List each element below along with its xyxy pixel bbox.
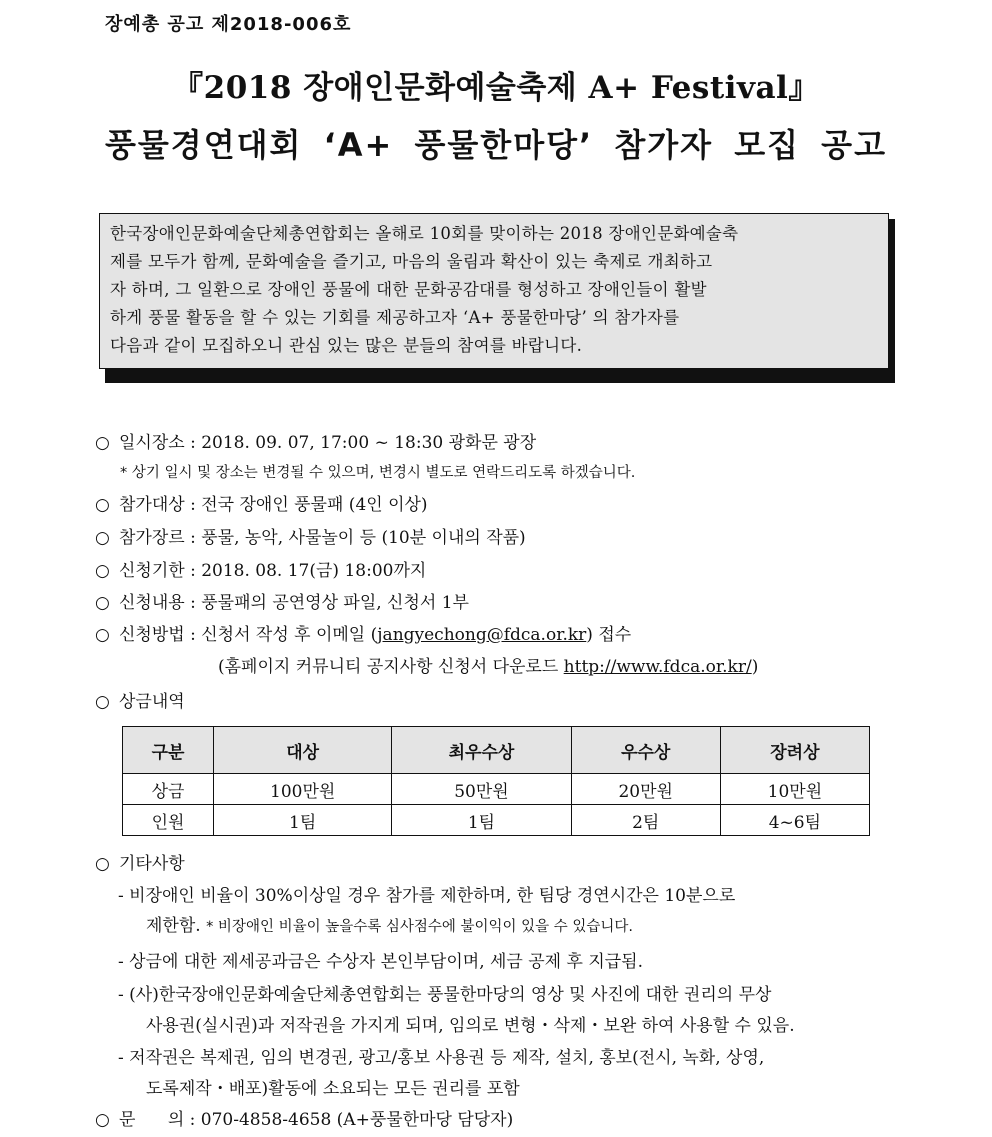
intro-box xyxy=(99,213,889,369)
content-text: 신청내용 : 풍물패의 공연영상 파일, 신청서 1부 xyxy=(119,593,469,613)
prize-heading: 상금내역 xyxy=(119,692,185,712)
intro-line: 한국장애인문화예술단체총연합회는 올해로 10회를 맞이하는 2018 장애인문화예술축 xyxy=(110,224,739,243)
section-prize xyxy=(95,690,185,714)
table-cell: 20만원 xyxy=(571,774,720,805)
table-cell: 2팀 xyxy=(571,805,720,836)
header-cell: 대상 xyxy=(214,727,392,774)
etc-item-3-cont: 사용권(실시권)과 저작권을 가지게 되며, 임의로 변형・삭제・보완 하여 사용할 수 있음. xyxy=(146,1016,795,1036)
table-cell: 10만원 xyxy=(720,774,869,805)
method2-prefix: (홈페이지 커뮤니티 공지사항 신청서 다운로드 xyxy=(218,657,564,677)
schedule-text: 일시장소 : 2018. 09. 07, 17:00 ~ 18:30 광화문 광장 xyxy=(119,433,537,453)
bullet-circle-icon: ○ xyxy=(95,561,110,581)
page-title: 『2018 장애인문화예술축제 A+ Festival』 xyxy=(172,70,820,106)
section-etc xyxy=(95,852,185,876)
bullet-circle-icon: ○ xyxy=(95,1110,110,1130)
homepage-link[interactable]: http://www.fdca.or.kr/ xyxy=(563,657,752,677)
section-target xyxy=(95,493,428,517)
header-cell: 최우수상 xyxy=(392,727,571,774)
intro-line: 다음과 같이 모집하오니 관심 있는 많은 분들의 참여를 바랍니다. xyxy=(110,336,583,355)
table-cell: 4~6팀 xyxy=(720,805,869,836)
etc-item-1-cont xyxy=(146,914,633,939)
prize-table xyxy=(122,726,870,836)
table-cell: 1팀 xyxy=(214,805,392,836)
intro-line: 자 하며, 그 일환으로 장애인 풍물에 대한 문화공감대를 형성하고 장애인들이 활발 xyxy=(110,280,707,299)
header-cell: 구분 xyxy=(123,727,214,774)
etc-item-1-note: * 비장애인 비율이 높을수록 심사점수에 불이익이 있을 수 있습니다. xyxy=(206,919,633,935)
intro-line: 제를 모두가 함께, 문화예술을 즐기고, 마음의 울림과 확산이 있는 축제로 개최하고 xyxy=(110,252,713,271)
page-subtitle: 풍물경연대회 ‘A+ 풍물한마당’ 참가자 모집 공고 xyxy=(104,126,887,164)
bullet-circle-icon: ○ xyxy=(95,854,110,874)
target-text: 참가대상 : 전국 장애인 풍물패 (4인 이상) xyxy=(119,495,428,515)
bullet-circle-icon: ○ xyxy=(95,692,110,712)
section-method-homepage xyxy=(218,655,758,679)
method-suffix: ) 접수 xyxy=(586,625,632,645)
section-deadline xyxy=(95,559,426,583)
schedule-note: * 상기 일시 및 장소는 변경될 수 있으며, 변경시 별도로 연락드리도록 하겠습니다. xyxy=(120,465,636,481)
section-genre xyxy=(95,526,526,550)
etc-item-2: - 상금에 대한 제세공과금은 수상자 본인부담이며, 세금 공제 후 지급됨. xyxy=(118,952,644,972)
table-row xyxy=(123,774,870,805)
table-cell: 인원 xyxy=(123,805,214,836)
table-cell: 1팀 xyxy=(392,805,571,836)
bullet-circle-icon: ○ xyxy=(95,528,110,548)
bullet-circle-icon: ○ xyxy=(95,433,110,453)
section-method xyxy=(95,623,631,647)
section-content xyxy=(95,591,469,615)
etc-item-4: - 저작권은 복제권, 임의 변경권, 광고/홍보 사용권 등 제작, 설치, 홍보(전시, 녹화, 상영, xyxy=(118,1048,765,1068)
email-link[interactable]: jangyechong@fdca.or.kr xyxy=(377,625,587,645)
contact-text: 문 의 : 070-4858-4658 (A+풍물한마당 담당자) xyxy=(119,1110,514,1130)
table-cell: 100만원 xyxy=(214,774,392,805)
etc-item-4-cont: 도록제작・배포)활동에 소요되는 모든 권리를 포함 xyxy=(146,1079,520,1099)
etc-item-1: - 비장애인 비율이 30%이상일 경우 참가를 제한하며, 한 팀당 경연시간은 10분으로 xyxy=(118,886,736,906)
etc-item-1-line2: 제한함. xyxy=(146,916,201,936)
prize-table-header xyxy=(123,727,870,774)
notice-number: 장예총 공고 제2018-006호 xyxy=(105,14,352,35)
deadline-text: 신청기한 : 2018. 08. 17(금) 18:00까지 xyxy=(119,561,427,581)
section-contact xyxy=(95,1108,513,1132)
table-cell: 상금 xyxy=(123,774,214,805)
table-cell: 50만원 xyxy=(392,774,571,805)
bullet-circle-icon: ○ xyxy=(95,625,110,645)
section-schedule xyxy=(95,431,536,455)
intro-line: 하게 풍물 활동을 할 수 있는 기회를 제공하고자 ‘A+ 풍물한마당’ 의 참가자를 xyxy=(110,308,680,327)
etc-item-3: - (사)한국장애인문화예술단체총연합회는 풍물한마당의 영상 및 사진에 대한 권리의 무상 xyxy=(118,985,772,1005)
genre-text: 참가장르 : 풍물, 농악, 사물놀이 등 (10분 이내의 작품) xyxy=(119,528,526,548)
bullet-circle-icon: ○ xyxy=(95,593,110,613)
method2-suffix: ) xyxy=(751,657,759,677)
etc-heading: 기타사항 xyxy=(119,854,185,874)
header-cell: 우수상 xyxy=(571,727,720,774)
bullet-circle-icon: ○ xyxy=(95,495,110,515)
header-cell: 장려상 xyxy=(720,727,869,774)
method-prefix: 신청방법 : 신청서 작성 후 이메일 ( xyxy=(119,625,378,645)
table-row xyxy=(123,805,870,836)
